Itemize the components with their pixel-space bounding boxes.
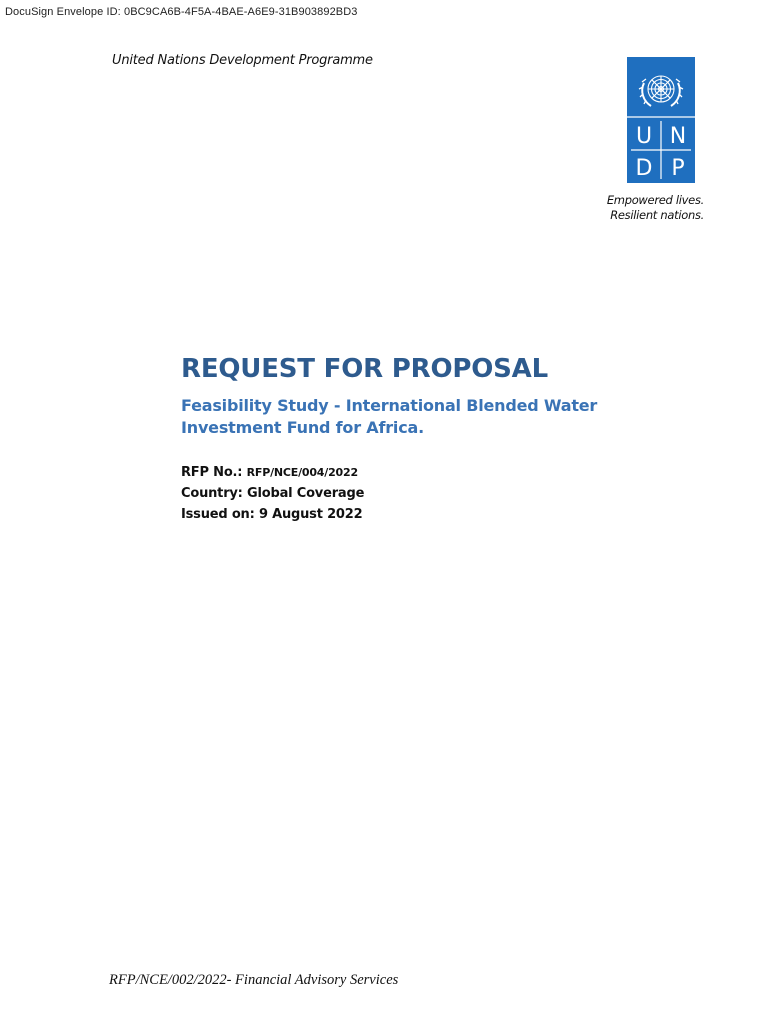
issued-date-row	[181, 504, 364, 525]
undp-logo-graphic	[627, 57, 695, 183]
undp-tagline	[607, 193, 704, 223]
tagline-line-2: Resilient nations.	[610, 208, 704, 222]
tagline-line-1: Empowered lives.	[606, 193, 704, 207]
country-value: Global Coverage	[247, 486, 365, 501]
undp-logo	[627, 57, 695, 183]
logo-letter-p: P	[671, 156, 685, 181]
country-label: Country:	[181, 486, 248, 501]
rfp-number-label: RFP No.:	[181, 465, 247, 480]
document-title: REQUEST FOR PROPOSAL	[181, 354, 548, 384]
logo-letter-d: D	[635, 156, 653, 181]
rfp-details	[181, 462, 364, 525]
page-footer: RFP/NCE/002/2022- Financial Advisory Services	[109, 972, 399, 988]
rfp-number-row	[181, 462, 364, 483]
country-row	[181, 483, 364, 504]
docusign-envelope-id: DocuSign Envelope ID: 0BC9CA6B-4F5A-4BAE-A6E9-31B903892BD3	[5, 6, 358, 18]
logo-letter-u: U	[635, 124, 653, 149]
document-subtitle: Feasibility Study - International Blended Water Investment Fund for Africa.	[181, 396, 598, 437]
issued-value: 9 August 2022	[258, 507, 363, 522]
rfp-number-value: RFP/NCE/004/2022	[246, 466, 358, 479]
issued-label: Issued on:	[181, 507, 259, 522]
organization-name: United Nations Development Programme	[112, 53, 373, 68]
logo-letter-n: N	[669, 124, 687, 149]
